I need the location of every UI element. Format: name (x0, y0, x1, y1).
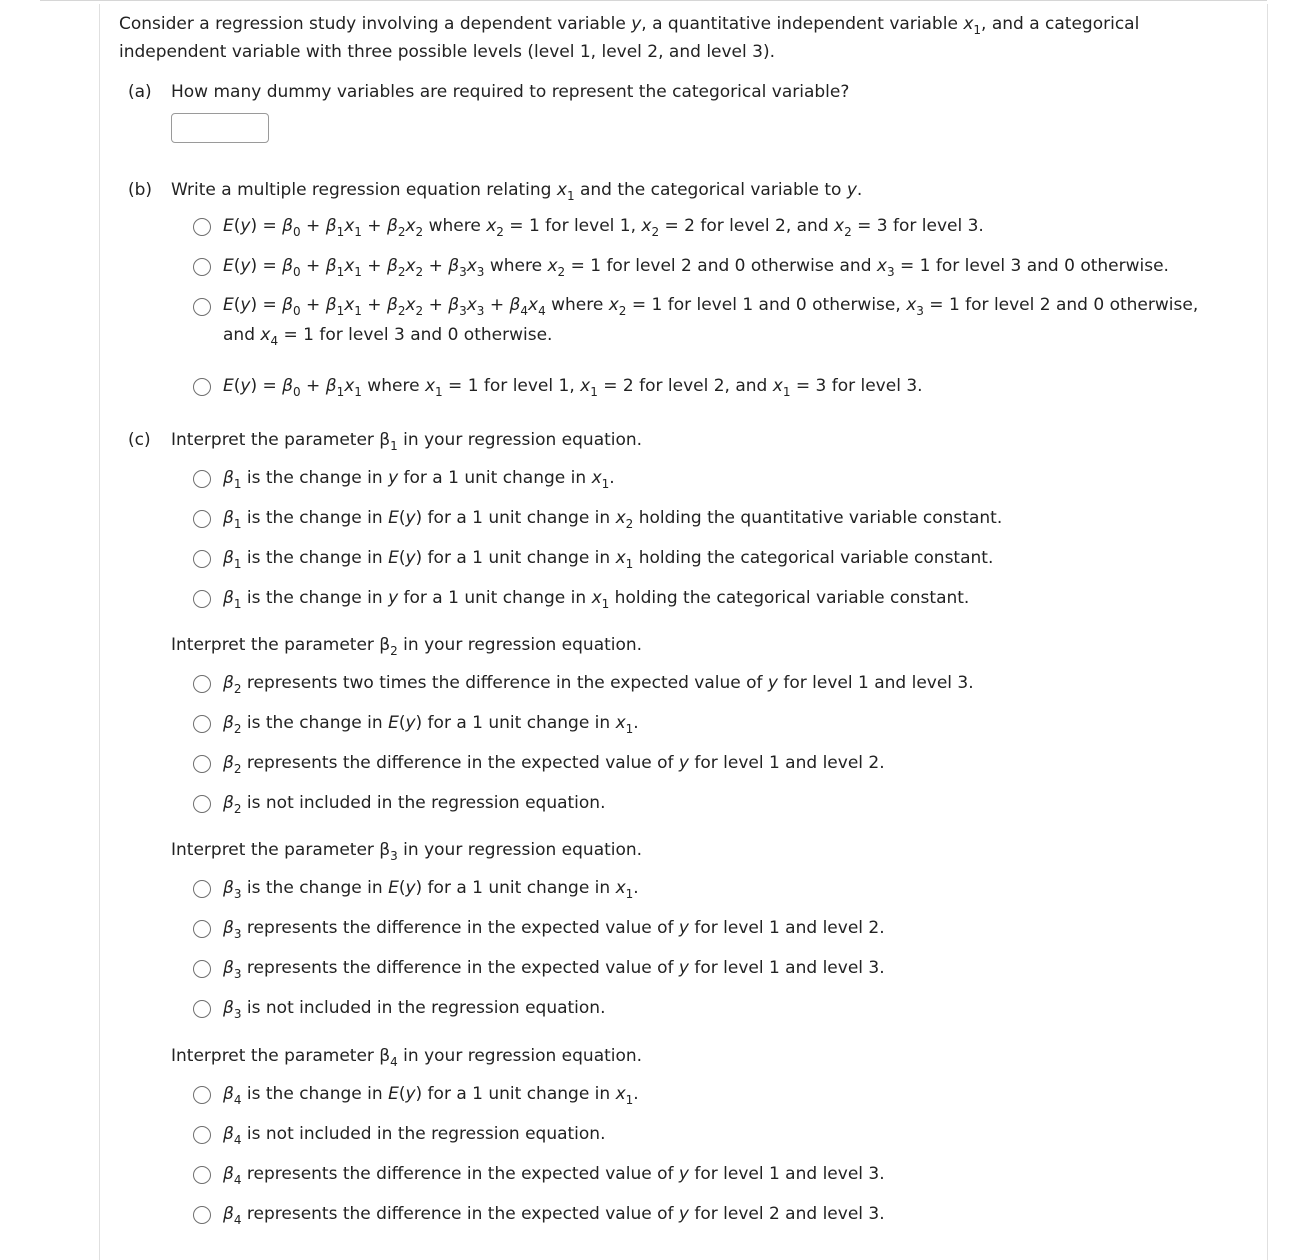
equation-option-1-text: $E(y) = \beta_0 + \beta_1x_1 + \beta_2x_2$ where $x_2 = 1$ for level 1, $x_2 = 2$ for level 2, and $x_2 = 3$ for level 3. (223, 216, 984, 239)
beta3-question: Interpret the parameter $\beta_3$ in your regression equation. (171, 840, 643, 863)
dummy-count-input[interactable] (171, 113, 269, 143)
beta1-option-1-text: $\beta_1$ is the change in y for a 1 unit change in $x_1$. (223, 468, 615, 491)
part-a (119, 82, 1249, 162)
radio-button[interactable] (193, 880, 211, 898)
beta1-question: Interpret the parameter $\beta_1$ in your regression equation. (171, 430, 643, 453)
radio-button[interactable] (193, 920, 211, 938)
page-frame-left (99, 4, 100, 1260)
radio-button[interactable] (193, 378, 211, 396)
intro-part3: , and a categorical (981, 14, 1140, 34)
radio-button[interactable] (193, 675, 211, 693)
intro-part1: Consider a regression study involving a dependent variable (119, 14, 632, 34)
radio-button[interactable] (193, 795, 211, 813)
beta1-option-4-text: $\beta_1$ is the change in y for a 1 unit change in $x_1$ holding the categorical variable constant. (223, 588, 970, 611)
beta1-option-3-text: $\beta_1$ is the change in E(y) for a 1 unit change in $x_1$ holding the categorical variable constant. (223, 548, 994, 571)
beta2-question: Interpret the parameter $\beta_2$ in your regression equation. (171, 635, 643, 658)
beta4-question: Interpret the parameter $\beta_4$ in your regression equation. (171, 1046, 643, 1069)
intro-var-y: y (631, 14, 642, 34)
part-b (119, 180, 1249, 410)
part-b-question: Write a multiple regression equation relating $x_1$ and the categorical variable to y. (171, 180, 863, 203)
beta4-option-3-text: $\beta_4$ represents the difference in the expected value of y for level 1 and level 3. (223, 1164, 885, 1187)
part-c-beta3 (119, 840, 1249, 1040)
intro-line2: independent variable with three possible levels (level 1, level 2, and level 3). (119, 42, 775, 62)
part-c-beta4 (119, 1046, 1249, 1246)
radio-button[interactable] (193, 218, 211, 236)
part-c-beta1 (119, 430, 1249, 630)
part-c-beta2 (119, 635, 1249, 835)
equation-option-2-text: $E(y) = \beta_0 + \beta_1x_1 + \beta_2x_2 + \beta_3x_3$ where $x_2 = 1$ for level 2 and 0 otherwise and $x_3 = 1$ for level 3 and 0 otherwise. (223, 256, 1169, 279)
part-a-label: (a) (128, 82, 152, 102)
beta3-option-2-text: $\beta_3$ represents the difference in the expected value of y for level 1 and level 2. (223, 918, 885, 941)
beta4-option-4-text: $\beta_4$ represents the difference in the expected value of y for level 2 and level 3. (223, 1204, 885, 1227)
radio-button[interactable] (193, 1086, 211, 1104)
equation-option-4-text: $E(y) = \beta_0 + \beta_1x_1$ where $x_1 = 1$ for level 1, $x_1 = 2$ for level 2, and $x_1 = 3$ for level 3. (223, 376, 923, 399)
radio-button[interactable] (193, 470, 211, 488)
part-b-label: (b) (128, 180, 153, 200)
radio-button[interactable] (193, 1166, 211, 1184)
intro-sub: 1 (973, 23, 982, 37)
page-frame-top (40, 0, 1267, 5)
question-content (119, 10, 1249, 1227)
radio-button[interactable] (193, 510, 211, 528)
beta4-option-1-text: $\beta_4$ is the change in E(y) for a 1 unit change in $x_1$. (223, 1084, 639, 1107)
intro-var-x: x (963, 14, 974, 34)
radio-button[interactable] (193, 755, 211, 773)
beta2-option-1-text: $\beta_2$ represents two times the difference in the expected value of y for level 1 and level 3. (223, 673, 974, 696)
intro-text (119, 10, 1249, 66)
equation-option-3-text: $E(y) = \beta_0 + \beta_1x_1 + \beta_2x_2 + \beta_3x_3 + \beta_4x_4$ where $x_2 = 1$ for level 1 and 0 otherwise, $x_3 = 1$ for level 2 and 0 otherwise, and $x_4 = 1$ for level 3 and 0 otherwise. (223, 295, 1199, 348)
radio-button[interactable] (193, 715, 211, 733)
radio-button[interactable] (193, 298, 211, 316)
part-a-question: How many dummy variables are required to represent the categorical variable? (171, 82, 850, 102)
beta1-option-2-text: $\beta_1$ is the change in E(y) for a 1 unit change in $x_2$ holding the quantitative variable constant. (223, 508, 1003, 531)
beta3-option-4-text: $\beta_3$ is not included in the regression equation. (223, 998, 606, 1021)
beta3-option-1-text: $\beta_3$ is the change in E(y) for a 1 unit change in $x_1$. (223, 878, 639, 901)
radio-button[interactable] (193, 258, 211, 276)
radio-button[interactable] (193, 1000, 211, 1018)
beta2-option-3-text: $\beta_2$ represents the difference in the expected value of y for level 1 and level 2. (223, 753, 885, 776)
beta4-option-2-text: $\beta_4$ is not included in the regression equation. (223, 1124, 606, 1147)
beta2-option-4-text: $\beta_2$ is not included in the regression equation. (223, 793, 606, 816)
page-frame-right (1267, 4, 1268, 1260)
beta3-option-3-text: $\beta_3$ represents the difference in the expected value of y for level 1 and level 3. (223, 958, 885, 981)
radio-button[interactable] (193, 1206, 211, 1224)
beta2-option-2-text: $\beta_2$ is the change in E(y) for a 1 unit change in $x_1$. (223, 713, 639, 736)
intro-part2: , a quantitative independent variable (641, 14, 964, 34)
radio-button[interactable] (193, 550, 211, 568)
radio-button[interactable] (193, 1126, 211, 1144)
radio-button[interactable] (193, 590, 211, 608)
radio-button[interactable] (193, 960, 211, 978)
part-c-label: (c) (128, 430, 151, 450)
